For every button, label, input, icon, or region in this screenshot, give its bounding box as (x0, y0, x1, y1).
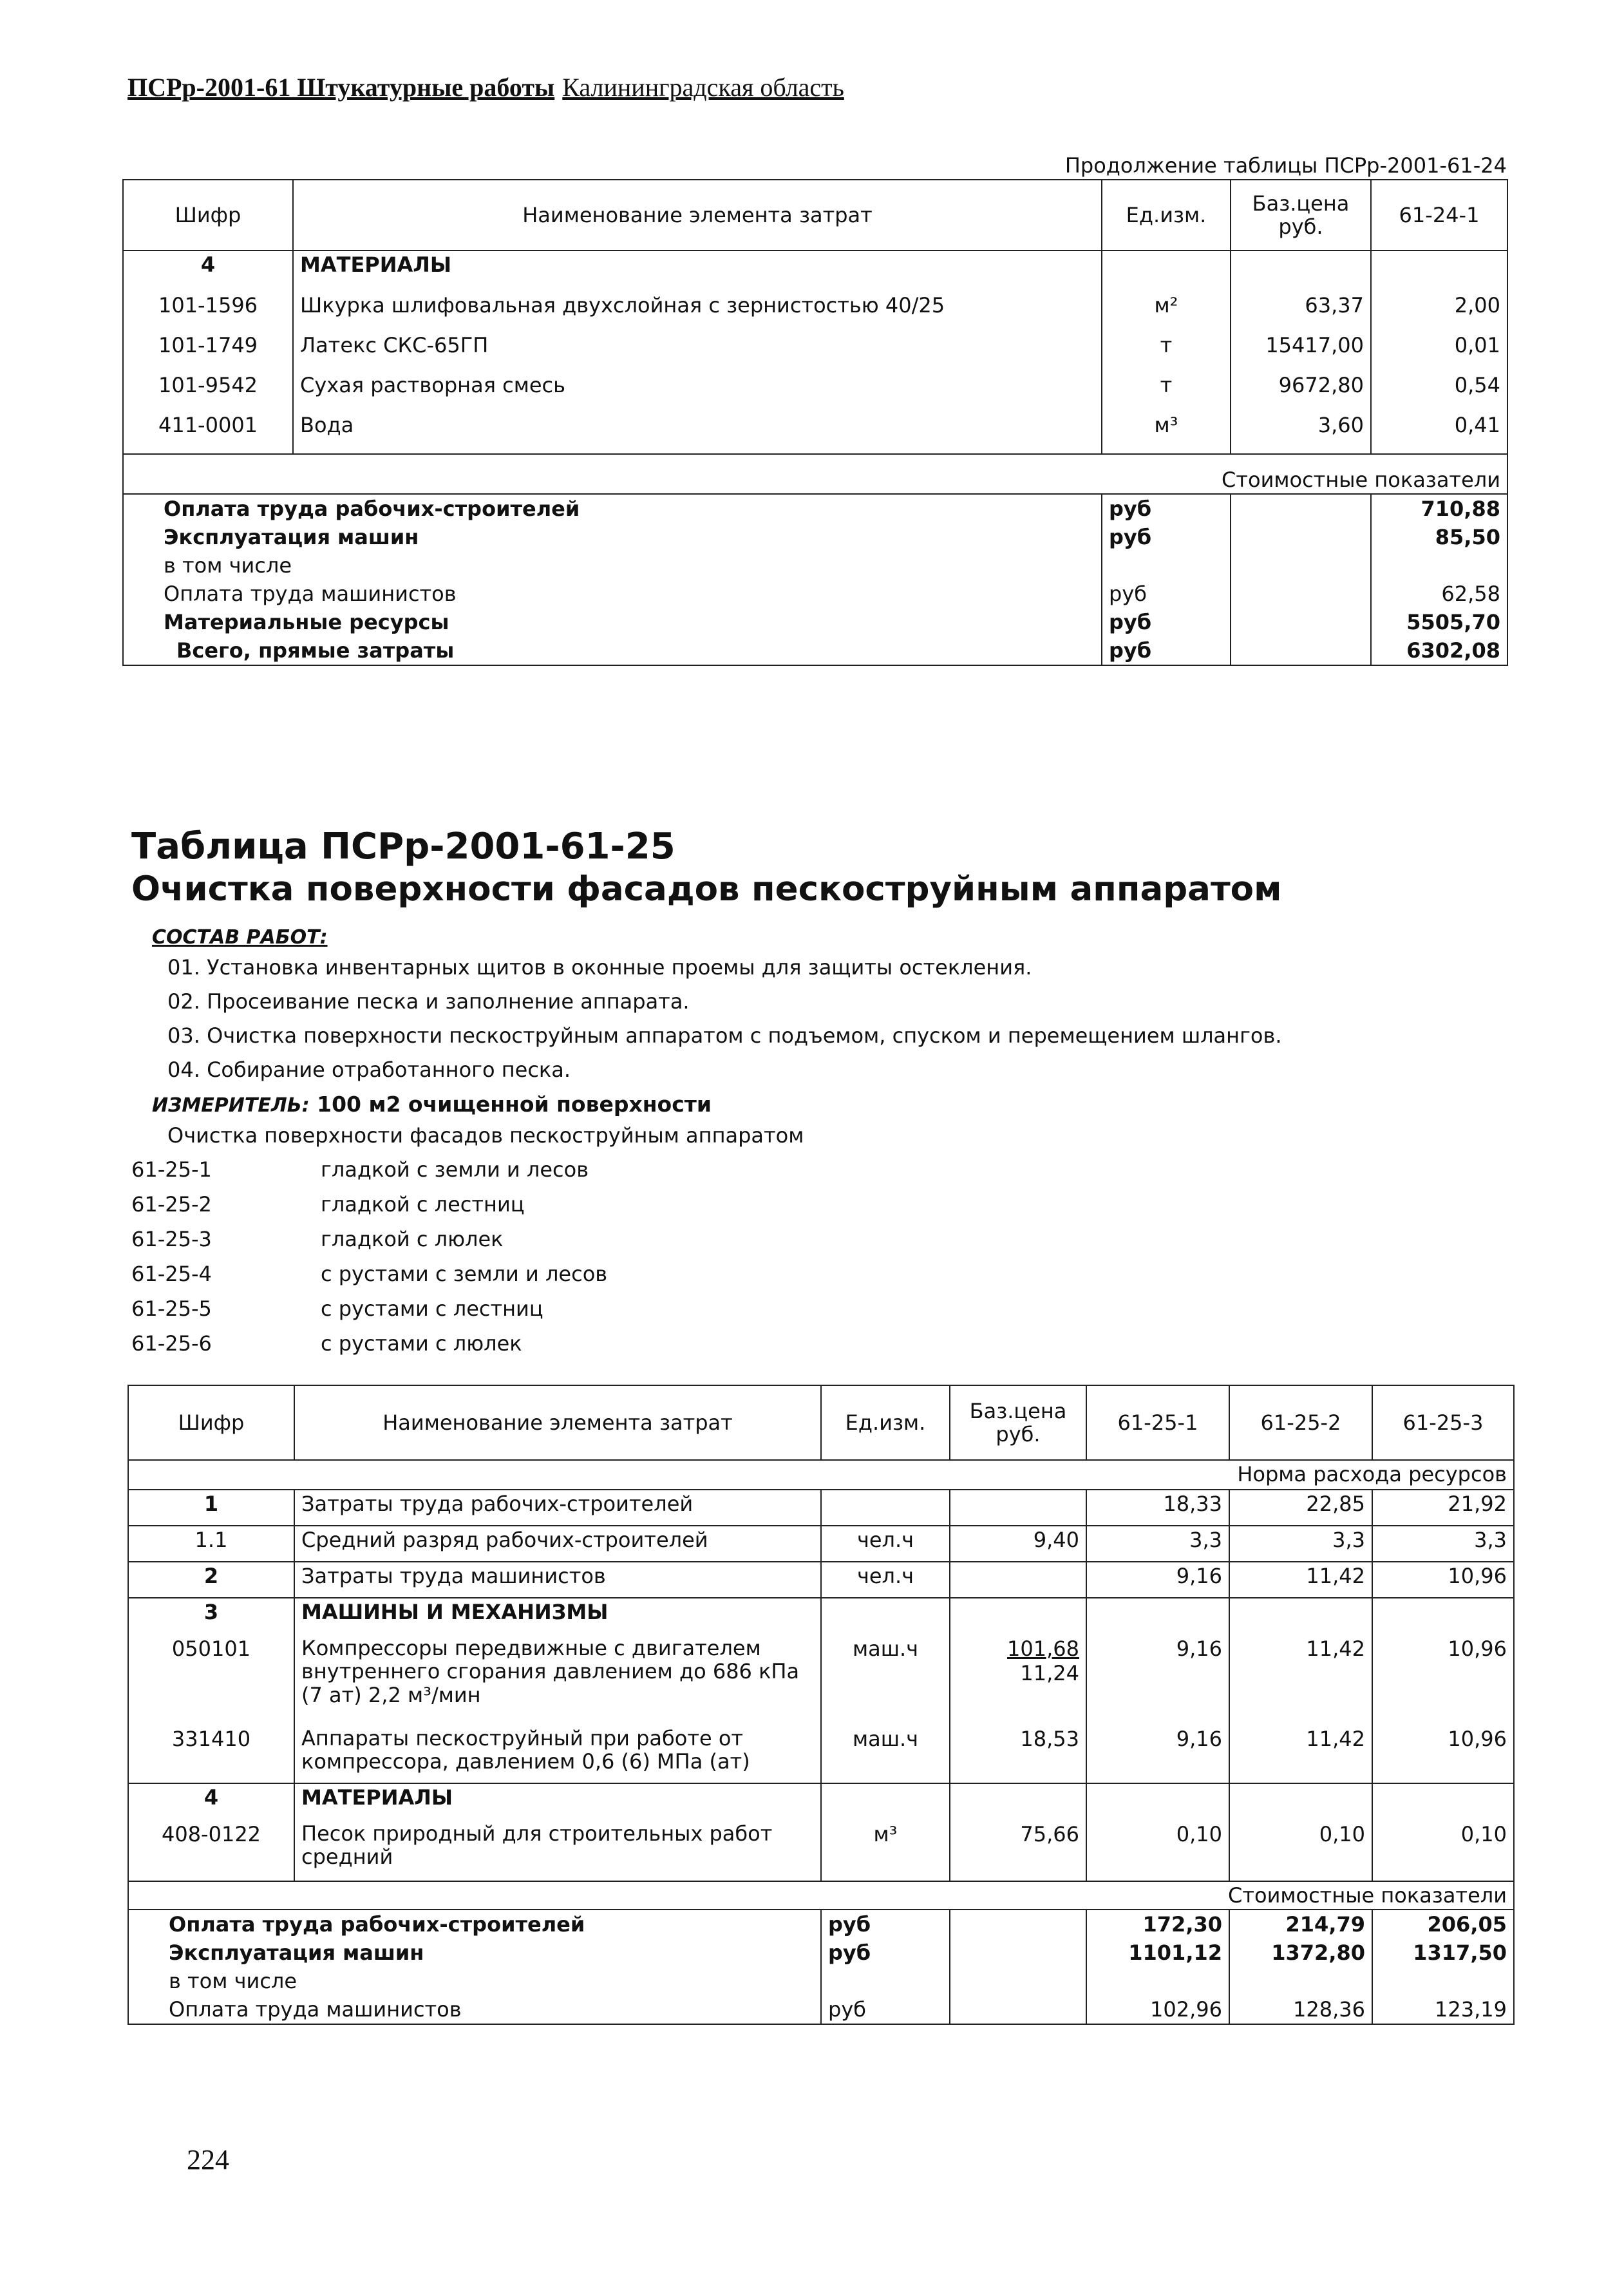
row-code: 1.1 (128, 1526, 294, 1562)
table2-summary-row (128, 1939, 1514, 1967)
table-row (123, 372, 1507, 412)
table1-cost-label-row (123, 454, 1507, 494)
table2-section-row (128, 1783, 1514, 1821)
page-number: 224 (187, 2144, 229, 2176)
table-row (128, 1526, 1514, 1562)
summary-unit: руб (1102, 523, 1231, 551)
operation-item: 04. Собирание отработанного песка. (167, 1057, 571, 1082)
row-price: 75,66 (950, 1821, 1086, 1881)
table2-summary-row (128, 1910, 1514, 1939)
col-header-code: Шифр (128, 1385, 294, 1460)
row-unit: чел.ч (821, 1526, 950, 1562)
row-name: Средний разряд рабочих-строителей (294, 1526, 821, 1562)
col-header-name: Наименование элемента затрат (294, 1385, 821, 1460)
table-row (123, 412, 1507, 454)
izmeritel-description: Очистка поверхности фасадов пескоструйным аппаратом (167, 1123, 804, 1148)
summary-v3: 206,05 (1372, 1910, 1514, 1939)
row-name: Песок природный для строительных работ средний (294, 1821, 821, 1881)
row-v1: 0,10 (1086, 1821, 1229, 1881)
row-code: 2 (128, 1562, 294, 1598)
col-header-v1: 61-25-1 (1086, 1385, 1229, 1460)
row-v3: 3,3 (1372, 1526, 1514, 1562)
table2-subtitle: Очистка поверхности фасадов пескоструйным аппаратом (131, 869, 1282, 909)
row-name: Компрессоры передвижные с двигателем внутреннего сгорания давлением до 686 кПа (7 ат) 2,2 м³/мин (294, 1635, 821, 1725)
col-header-unit: Ед.изм. (1102, 180, 1231, 251)
row-name: Латекс СКС-65ГП (293, 332, 1102, 372)
row-v1: 9,16 (1086, 1635, 1229, 1725)
row-price-secondary: 11,24 (1020, 1661, 1079, 1685)
header-code: ПСРр-2001-61 Штукатурные работы (127, 73, 555, 102)
summary-v1: 710,88 (1371, 494, 1507, 523)
table-row (123, 292, 1507, 332)
summary-label: в том числе (128, 1967, 821, 1995)
table1-header-row (123, 180, 1507, 251)
row-code: 101-9542 (123, 372, 293, 412)
row-price: 9,40 (950, 1526, 1086, 1562)
col-header-v3: 61-25-3 (1372, 1385, 1514, 1460)
summary-label: Всего, прямые затраты (123, 636, 1102, 665)
variant-code: 61-25-2 (131, 1192, 212, 1217)
row-v2: 3,3 (1229, 1526, 1372, 1562)
table2-summary-row (128, 1967, 1514, 1995)
col-header-price: Баз.цена руб. (950, 1385, 1086, 1460)
table-row (128, 1725, 1514, 1783)
table2-header-row (128, 1385, 1514, 1460)
summary-v1: 6302,08 (1371, 636, 1507, 665)
summary-v1: 172,30 (1086, 1910, 1229, 1939)
running-header (127, 72, 844, 102)
table2-section-row (128, 1598, 1514, 1635)
table-row (123, 332, 1507, 372)
table-row (128, 1635, 1514, 1725)
section-number: 4 (123, 251, 293, 292)
table1-summary-row (123, 551, 1507, 580)
variant-name: гладкой с земли и лесов (321, 1157, 589, 1182)
row-name: Затраты труда рабочих-строителей (294, 1490, 821, 1526)
col-header-price: Баз.цена руб. (1231, 180, 1371, 251)
table1-summary-row (123, 608, 1507, 636)
table1-summary-row (123, 636, 1507, 665)
table-row (128, 1821, 1514, 1881)
row-v3: 10,96 (1372, 1635, 1514, 1725)
row-v2: 22,85 (1229, 1490, 1372, 1526)
summary-v1: 102,96 (1086, 1995, 1229, 2024)
izmeritel-value: 100 м2 очищенной поверхности (317, 1092, 712, 1117)
row-code: 1 (128, 1490, 294, 1526)
col-header-unit: Ед.изм. (821, 1385, 950, 1460)
row-v1: 9,16 (1086, 1562, 1229, 1598)
summary-v1: 62,58 (1371, 580, 1507, 608)
table-row (128, 1562, 1514, 1598)
row-unit: м² (1102, 292, 1231, 332)
variant-code: 61-25-4 (131, 1262, 212, 1286)
table1 (122, 179, 1508, 666)
section-number: 4 (128, 1783, 294, 1821)
row-code: 101-1596 (123, 292, 293, 332)
table2-title: Таблица ПСРр-2001-61-25 (131, 826, 675, 868)
row-v3: 21,92 (1372, 1490, 1514, 1526)
summary-unit: руб (821, 1939, 950, 1967)
operation-item: 02. Просеивание песка и заполнение аппарата. (167, 989, 690, 1014)
table1-caption: Продолжение таблицы ПСРр-2001-61-24 (1064, 153, 1507, 178)
variant-name: гладкой с люлек (321, 1227, 504, 1251)
table2-norm-label-row (128, 1460, 1514, 1490)
summary-v3: 1317,50 (1372, 1939, 1514, 1967)
summary-label: в том числе (123, 551, 1102, 580)
row-v3: 10,96 (1372, 1562, 1514, 1598)
summary-v2: 214,79 (1229, 1910, 1372, 1939)
row-price (950, 1490, 1086, 1526)
summary-label: Эксплуатация машин (128, 1939, 821, 1967)
row-price: 3,60 (1231, 412, 1371, 454)
variant-name: с рустами с земли и лесов (321, 1262, 608, 1286)
section-title: МАШИНЫ И МЕХАНИЗМЫ (294, 1598, 821, 1635)
variant-code: 61-25-6 (131, 1331, 212, 1356)
row-unit: маш.ч (821, 1725, 950, 1783)
col-header-code: Шифр (123, 180, 293, 251)
row-v1: 0,41 (1371, 412, 1507, 454)
summary-v3: 123,19 (1372, 1995, 1514, 2024)
row-v3: 0,10 (1372, 1821, 1514, 1881)
izmeritel (152, 1092, 712, 1117)
cost-label: Стоимостные показатели (123, 454, 1507, 494)
table2 (127, 1385, 1515, 2025)
row-price: 9672,80 (1231, 372, 1371, 412)
section-title: МАТЕРИАЛЫ (293, 251, 1102, 292)
row-unit: маш.ч (821, 1635, 950, 1725)
table-row (128, 1490, 1514, 1526)
summary-label: Оплата труда рабочих-строителей (128, 1910, 821, 1939)
summary-unit: руб (1102, 580, 1231, 608)
table1-summary-row (123, 494, 1507, 523)
row-unit: т (1102, 332, 1231, 372)
row-unit (821, 1490, 950, 1526)
summary-label: Оплата труда машинистов (123, 580, 1102, 608)
variant-name: с рустами с люлек (321, 1331, 522, 1356)
row-unit: чел.ч (821, 1562, 950, 1598)
summary-label: Оплата труда машинистов (128, 1995, 821, 2024)
variant-code: 61-25-5 (131, 1296, 212, 1321)
row-v2: 0,10 (1229, 1821, 1372, 1881)
summary-v2: 1372,80 (1229, 1939, 1372, 1967)
variant-code: 61-25-1 (131, 1157, 212, 1182)
row-unit: м³ (1102, 412, 1231, 454)
row-price-main: 101,68 (1007, 1636, 1079, 1661)
row-name: Сухая растворная смесь (293, 372, 1102, 412)
section-title: МАТЕРИАЛЫ (294, 1783, 821, 1821)
summary-v1: 5505,70 (1371, 608, 1507, 636)
norm-label: Норма расхода ресурсов (128, 1460, 1514, 1490)
row-code: 050101 (128, 1635, 294, 1725)
row-price (950, 1635, 1086, 1725)
summary-v2: 128,36 (1229, 1995, 1372, 2024)
summary-unit: руб (821, 1995, 950, 2024)
col-header-v1: 61-24-1 (1371, 180, 1507, 251)
row-name: Шкурка шлифовальная двухслойная с зернистостью 40/25 (293, 292, 1102, 332)
summary-v1: 85,50 (1371, 523, 1507, 551)
row-price: 15417,00 (1231, 332, 1371, 372)
row-name: Аппараты пескоструйный при работе от компрессора, давлением 0,6 (6) МПа (ат) (294, 1725, 821, 1783)
row-v3: 10,96 (1372, 1725, 1514, 1783)
row-code: 331410 (128, 1725, 294, 1783)
sostav-label: СОСТАВ РАБОТ: (152, 926, 328, 949)
row-unit: т (1102, 372, 1231, 412)
variant-code: 61-25-3 (131, 1227, 212, 1251)
summary-unit: руб (1102, 636, 1231, 665)
row-unit: м³ (821, 1821, 950, 1881)
variant-name: с рустами с лестниц (321, 1296, 543, 1321)
row-name: Вода (293, 412, 1102, 454)
col-header-name: Наименование элемента затрат (293, 180, 1102, 251)
row-price: 18,53 (950, 1725, 1086, 1783)
row-v1: 3,3 (1086, 1526, 1229, 1562)
row-v1: 18,33 (1086, 1490, 1229, 1526)
row-v2: 11,42 (1229, 1725, 1372, 1783)
summary-unit: руб (821, 1910, 950, 1939)
summary-label: Оплата труда рабочих-строителей (123, 494, 1102, 523)
header-region: Калининградская область (562, 73, 844, 102)
table1-summary-row (123, 523, 1507, 551)
table1-summary-row (123, 580, 1507, 608)
row-v2: 11,42 (1229, 1562, 1372, 1598)
row-v1: 0,01 (1371, 332, 1507, 372)
izmeritel-label: ИЗМЕРИТЕЛЬ: (152, 1094, 310, 1117)
table2-summary-row (128, 1995, 1514, 2024)
row-v2: 11,42 (1229, 1635, 1372, 1725)
variant-name: гладкой с лестниц (321, 1192, 525, 1217)
table2-cost-label-row (128, 1881, 1514, 1910)
row-price: 63,37 (1231, 292, 1371, 332)
summary-unit: руб (1102, 608, 1231, 636)
row-v1: 0,54 (1371, 372, 1507, 412)
summary-unit: руб (1102, 494, 1231, 523)
row-price (950, 1562, 1086, 1598)
operation-item: 03. Очистка поверхности пескоструйным аппаратом с подъемом, спуском и перемещением шлангов. (167, 1023, 1282, 1048)
section-number: 3 (128, 1598, 294, 1635)
row-code: 408-0122 (128, 1821, 294, 1881)
summary-v1: 1101,12 (1086, 1939, 1229, 1967)
row-v1: 9,16 (1086, 1725, 1229, 1783)
row-name: Затраты труда машинистов (294, 1562, 821, 1598)
operation-item: 01. Установка инвентарных щитов в оконные проемы для защиты остекления. (167, 955, 1032, 980)
col-header-v2: 61-25-2 (1229, 1385, 1372, 1460)
row-code: 411-0001 (123, 412, 293, 454)
table1-section-row (123, 251, 1507, 292)
summary-label: Материальные ресурсы (123, 608, 1102, 636)
row-v1: 2,00 (1371, 292, 1507, 332)
row-code: 101-1749 (123, 332, 293, 372)
summary-label: Эксплуатация машин (123, 523, 1102, 551)
cost-label: Стоимостные показатели (128, 1881, 1514, 1910)
